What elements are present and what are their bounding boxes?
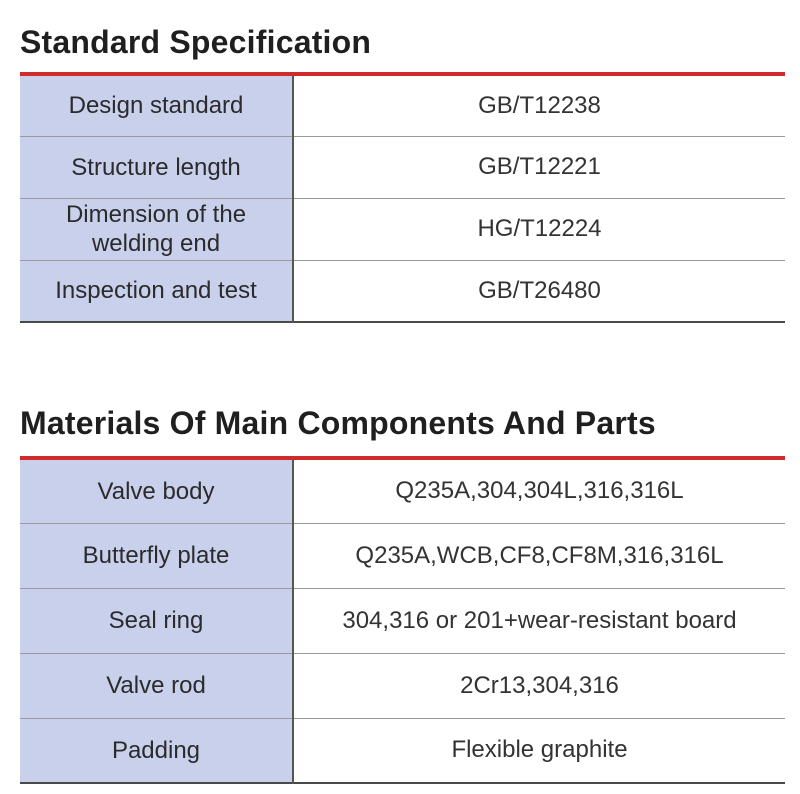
materials-table <box>20 456 785 784</box>
row-value-seal-ring: 304,316 or 201+wear-resistant board <box>293 588 785 653</box>
table-row <box>20 523 785 588</box>
table-row <box>20 588 785 653</box>
table-row <box>20 136 785 198</box>
row-value-welding-end-dimension: HG/T12224 <box>293 198 785 260</box>
table-row <box>20 653 785 718</box>
row-label-inspection-and-test: Inspection and test <box>20 260 293 322</box>
table-row <box>20 260 785 322</box>
row-label-valve-rod: Valve rod <box>20 653 293 718</box>
row-value-valve-body: Q235A,304,304L,316,316L <box>293 458 785 523</box>
row-label-butterfly-plate: Butterfly plate <box>20 523 293 588</box>
table-row <box>20 718 785 783</box>
row-label-padding: Padding <box>20 718 293 783</box>
table-row <box>20 198 785 260</box>
row-value-padding: Flexible graphite <box>293 718 785 783</box>
row-value-structure-length: GB/T12221 <box>293 136 785 198</box>
materials-title: Materials Of Main Components And Parts <box>20 405 656 441</box>
row-value-inspection-and-test: GB/T26480 <box>293 260 785 322</box>
standard-specification-title: Standard Specification <box>20 24 372 60</box>
row-label-structure-length: Structure length <box>20 136 293 198</box>
row-value-valve-rod: 2Cr13,304,316 <box>293 653 785 718</box>
row-label-valve-body: Valve body <box>20 458 293 523</box>
row-value-design-standard: GB/T12238 <box>293 74 785 136</box>
row-label-seal-ring: Seal ring <box>20 588 293 653</box>
table-row <box>20 74 785 136</box>
standard-specification-table <box>20 72 785 323</box>
row-label-design-standard: Design standard <box>20 74 293 136</box>
row-label-welding-end-dimension: Dimension of the welding end <box>20 198 293 260</box>
table-row <box>20 458 785 523</box>
row-value-butterfly-plate: Q235A,WCB,CF8,CF8M,316,316L <box>293 523 785 588</box>
